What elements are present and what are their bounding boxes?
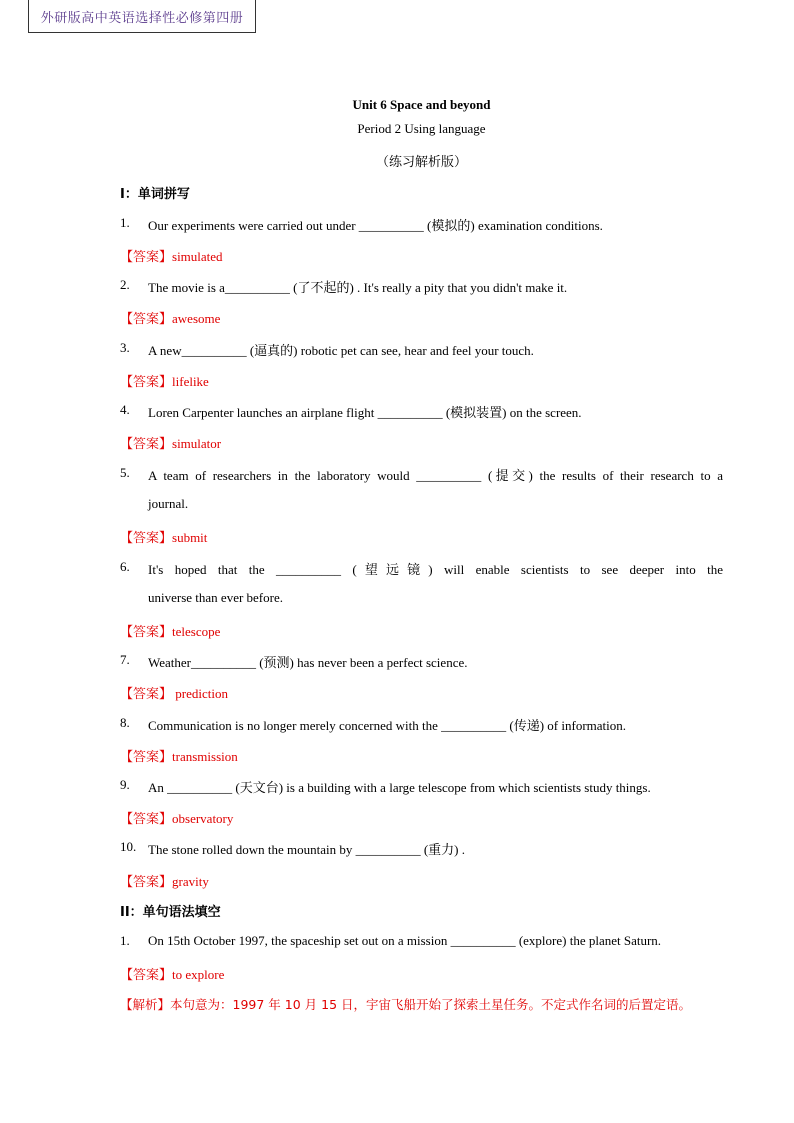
answer-line xyxy=(120,308,220,327)
answer-line xyxy=(120,621,220,640)
answer-line xyxy=(120,746,238,765)
answer-text: to explore xyxy=(172,967,225,982)
question-text: A new__________ (逼真的) robotic pet can see, hear and feel your touch. xyxy=(148,343,534,358)
question-number: 5. xyxy=(120,465,130,480)
answer-tag: 【答案】 xyxy=(120,625,173,640)
answer-text: gravity xyxy=(172,874,209,889)
section-heading-vocabulary: I：单词拼写 xyxy=(120,187,190,202)
answer-line xyxy=(120,808,233,827)
question-number: 2. xyxy=(120,277,130,292)
answer-text: telescope xyxy=(172,624,221,639)
period-subtitle: Period 2 Using language xyxy=(357,121,486,136)
answer-tag: 【答案】 xyxy=(120,687,173,702)
answer-tag: 【答案】 xyxy=(120,812,173,827)
answer-tag: 【答案】 xyxy=(120,531,173,546)
answer-text: awesome xyxy=(172,311,221,326)
answer-tag: 【答案】 xyxy=(120,968,173,983)
analysis-text: 【解析】本句意为：1997 年 10 月 15 日，宇宙飞船开始了探索土星任务。不定式作名词的后置定语。 xyxy=(120,997,691,1012)
answer-line xyxy=(120,964,224,983)
version-note: （练习解析版） xyxy=(375,155,467,170)
answer-tag: 【答案】 xyxy=(120,750,173,765)
unit-title: Unit 6 Space and beyond xyxy=(352,97,491,112)
question-text: The movie is a__________ (了不起的) . It's really a pity that you didn't make it. xyxy=(148,280,568,295)
answer-text: observatory xyxy=(172,811,234,826)
answer-line xyxy=(120,527,207,546)
question-number: 4. xyxy=(120,402,130,417)
answer-tag: 【答案】 xyxy=(120,375,173,390)
answer-text: transmission xyxy=(172,749,238,764)
question-text-continued: universe than ever before. xyxy=(148,590,283,605)
question-text: The stone rolled down the mountain by __________ (重力) . xyxy=(148,842,466,857)
answer-text: lifelike xyxy=(172,374,209,389)
answer-tag: 【答案】 xyxy=(120,250,173,265)
answer-line xyxy=(120,871,209,890)
question-number: 10. xyxy=(120,839,137,854)
answer-tag: 【答案】 xyxy=(120,312,173,327)
answer-text: prediction xyxy=(172,686,228,701)
question-number: 3. xyxy=(120,340,130,355)
question-text: Communication is no longer merely concerned with the __________ (传递) of information. xyxy=(148,718,627,733)
document-source-tag: 外研版高中英语选择性必修第四册 xyxy=(28,0,256,33)
question-number: 9. xyxy=(120,777,130,792)
answer-tag: 【答案】 xyxy=(120,437,173,452)
answer-tag: 【答案】 xyxy=(120,875,173,890)
question-text: Our experiments were carried out under __________ (模拟的) examination conditions. xyxy=(148,218,603,233)
answer-line xyxy=(120,433,221,452)
answer-text: simulator xyxy=(172,436,222,451)
answer-text: submit xyxy=(172,530,208,545)
question-text-continued: journal. xyxy=(148,496,189,511)
question-text: On 15th October 1997, the spaceship set out on a mission __________ (explore) the planet Saturn. xyxy=(148,933,662,948)
section-heading-grammar: II：单句语法填空 xyxy=(120,905,221,920)
question-text: A team of researchers in the laboratory would __________ (提交) the results of their research to a xyxy=(148,468,723,483)
answer-line xyxy=(120,246,223,265)
question-number: 1. xyxy=(120,933,130,948)
answer-line xyxy=(120,683,228,702)
question-text: Weather__________ (预测) has never been a perfect science. xyxy=(148,655,468,670)
question-number: 1. xyxy=(120,215,130,230)
question-number: 7. xyxy=(120,652,130,667)
question-text: Loren Carpenter launches an airplane flight __________ (模拟装置) on the screen. xyxy=(148,405,582,420)
answer-line xyxy=(120,371,209,390)
question-text: An __________ (天文台) is a building with a large telescope from which scientists study things. xyxy=(148,780,651,795)
question-text: It's hoped that the __________ (望远镜) will enable scientists to see deeper into the xyxy=(148,562,723,577)
answer-text: simulated xyxy=(172,249,223,264)
question-number: 8. xyxy=(120,715,130,730)
question-number: 6. xyxy=(120,559,130,574)
